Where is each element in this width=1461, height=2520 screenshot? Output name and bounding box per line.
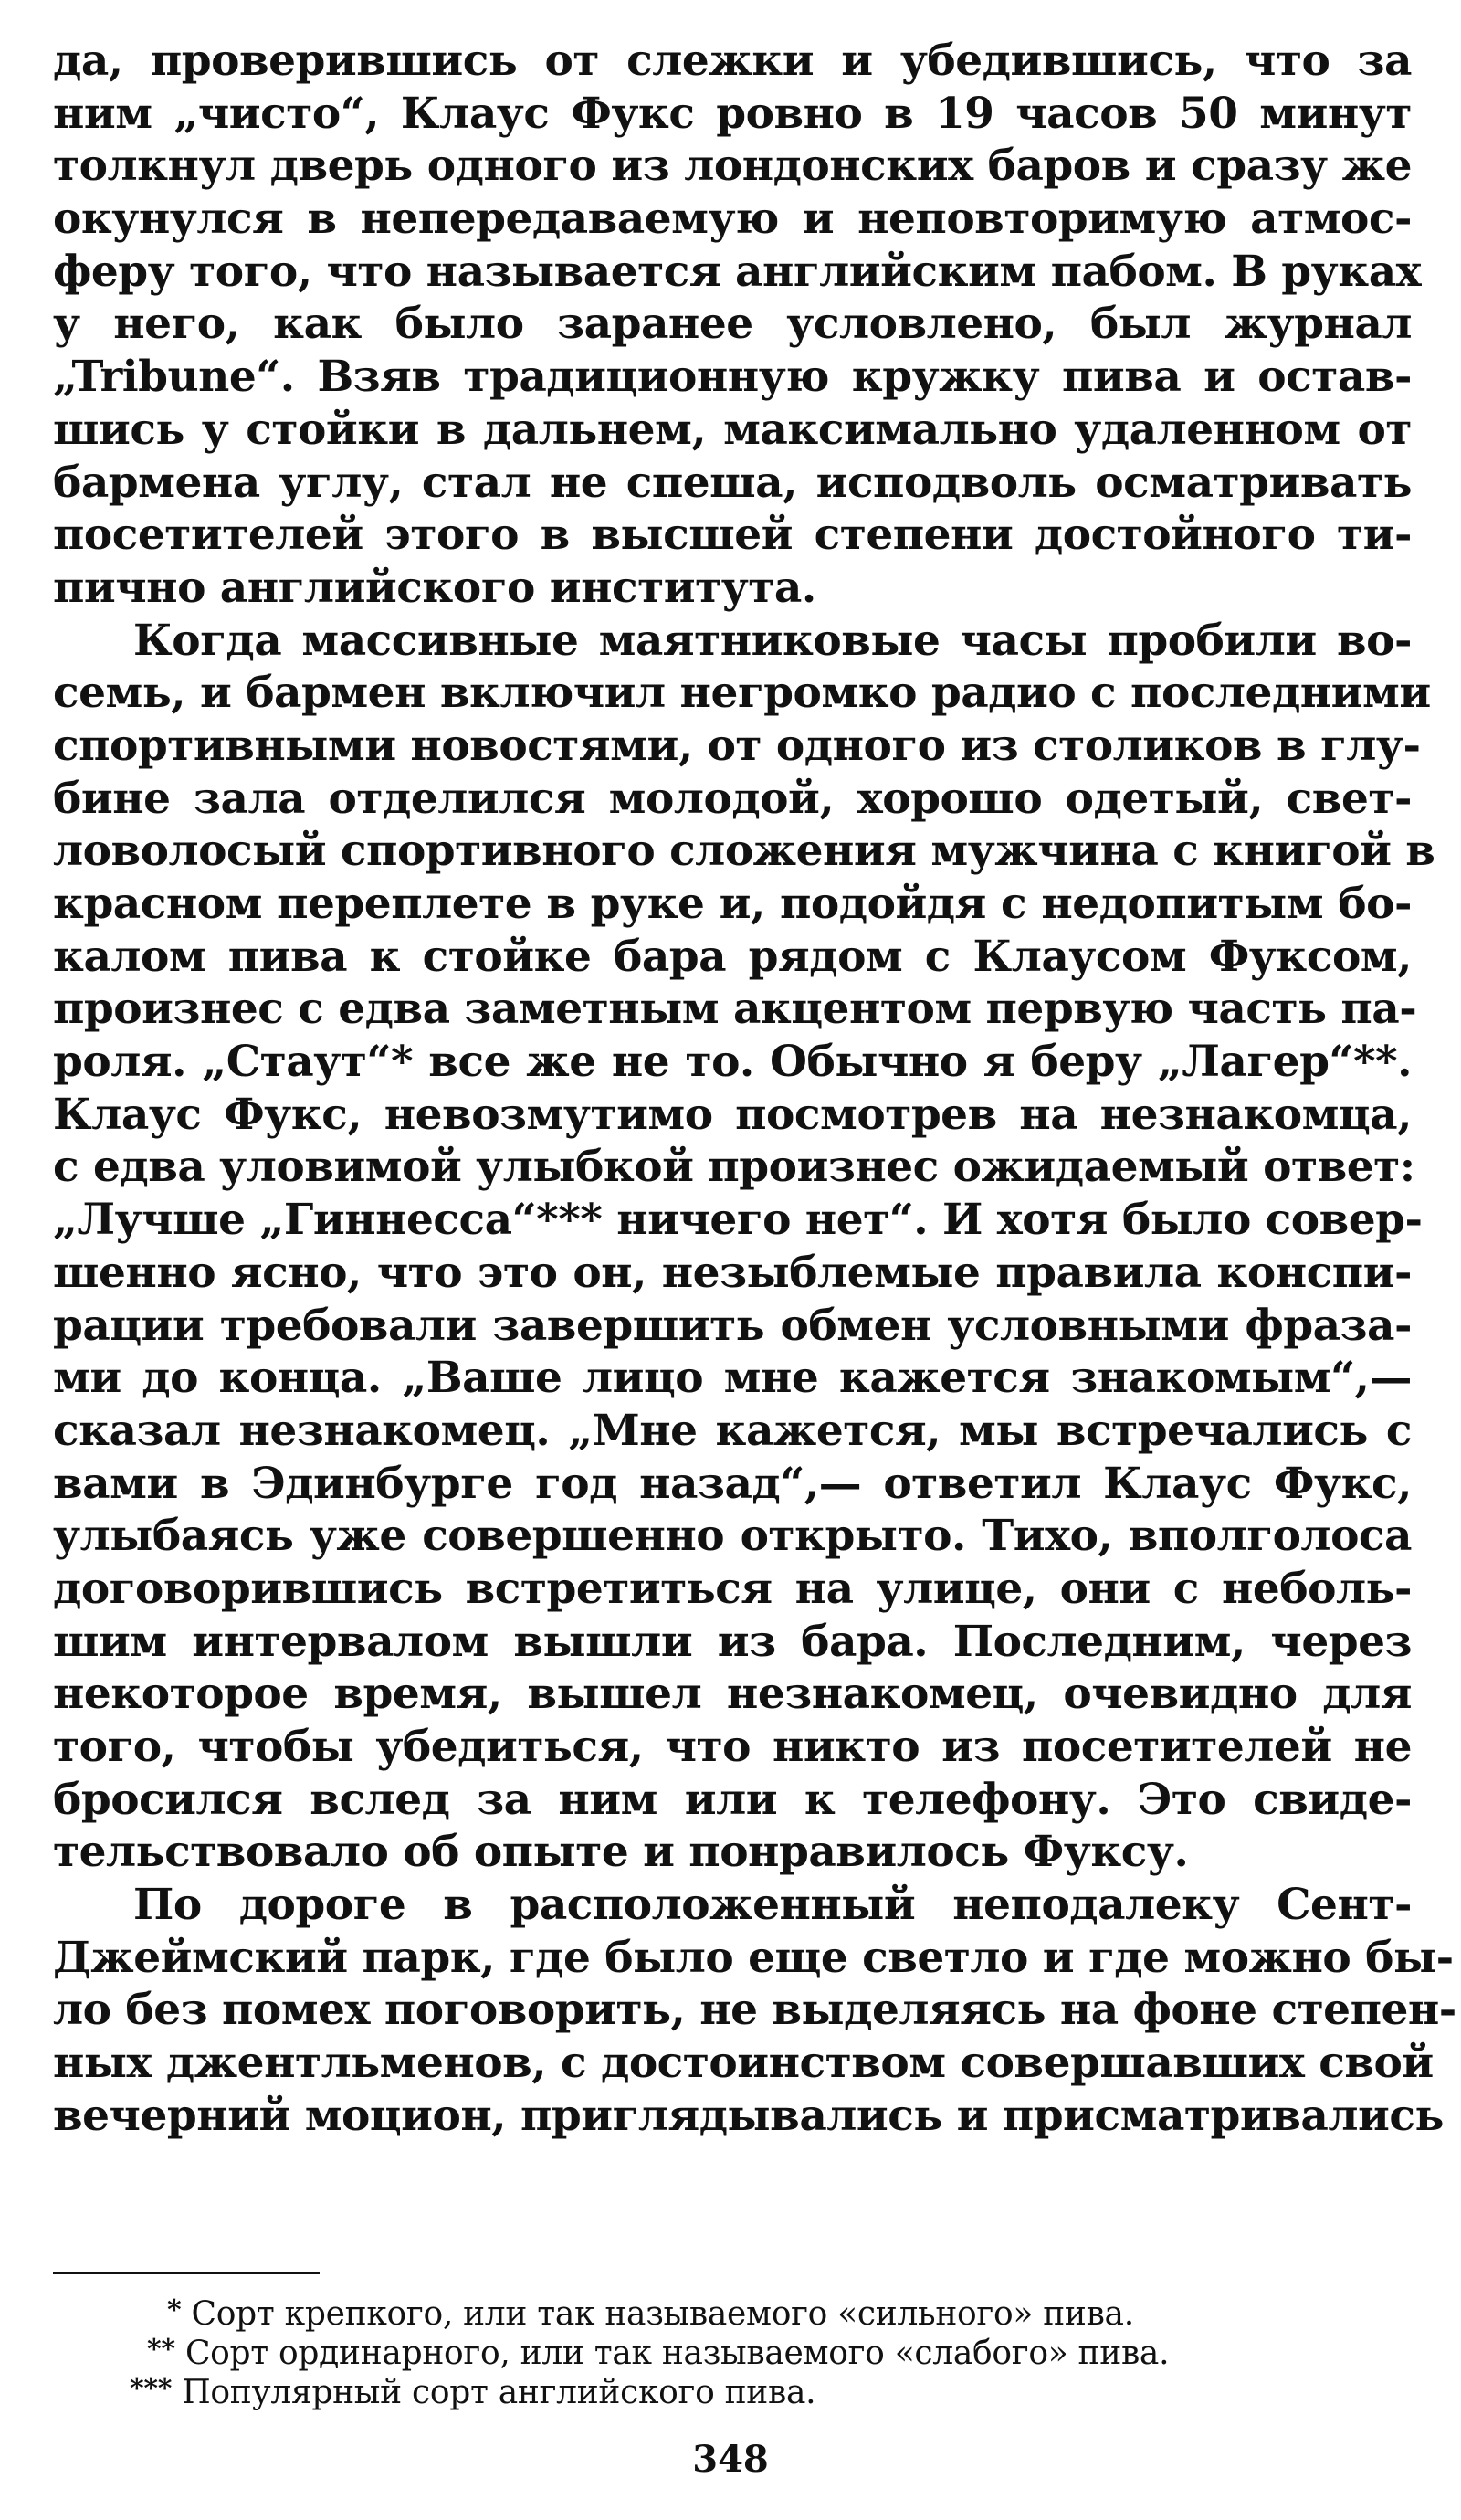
footnote xyxy=(53,2291,1412,2333)
text-line: Когда массивные маятниковые часы пробили во- xyxy=(133,615,1412,666)
text-line: шенно ясно, что это он, незыблемые правила конспи- xyxy=(53,1247,1412,1298)
text-line: договорившись встретиться на улице, они с неболь- xyxy=(53,1563,1412,1614)
text-line: ло без помех поговорить, не выделяясь на фоне степен- xyxy=(53,1985,1456,2036)
text-line: произнес с едва заметным акцентом первую часть па- xyxy=(53,984,1417,1035)
text-line: улыбаясь уже совершенно открыто. Тихо, вполголоса xyxy=(53,1511,1412,1562)
text-line: Клаус Фукс, невозмутимо посмотрев на незнакомца, xyxy=(53,1089,1412,1140)
text-line: бине зала отделился молодой, хорошо одетый, свет- xyxy=(53,773,1412,824)
paragraph-3 xyxy=(53,1879,1456,2142)
text-line: того, чтобы убедиться, что никто из посетителей не xyxy=(53,1722,1412,1772)
footnote-mark: * xyxy=(167,2294,182,2326)
text-line: Джеймский парк, где было еще светло и где можно бы- xyxy=(53,1932,1454,1983)
text-line: бармена углу, стал не спеша, исподволь осматривать xyxy=(53,457,1412,508)
text-line: ных джентльменов, с достоинством совершавших свой xyxy=(53,2038,1434,2089)
footnote-text: Сорт крепкого, или так называемого «сильного» пива. xyxy=(191,2295,1134,2333)
paragraph-1 xyxy=(53,35,1422,615)
text-line: ним „чисто“, Клаус Фукс ровно в 19 часов 50 минут xyxy=(53,88,1412,139)
text-line: у него, как было заранее условлено, был журнал xyxy=(53,299,1412,350)
footnote-mark: ** xyxy=(147,2334,175,2366)
footnote-mark: *** xyxy=(130,2373,173,2405)
text-line: красном переплете в руке и, подойдя с недопитым бо- xyxy=(53,879,1412,929)
text-line: толкнул дверь одного из лондонских баров и сразу же xyxy=(53,141,1412,192)
footnote xyxy=(53,2330,1412,2372)
footnotes xyxy=(53,2291,1412,2409)
text-line: бросился вслед за ним или к телефону. Это свиде- xyxy=(53,1774,1412,1825)
text-line: тельствовало об опыте и понравилось Фуксу. xyxy=(53,1827,1189,1878)
text-line: ловолосый спортивного сложения мужчина с книгой в xyxy=(53,826,1435,877)
text-line: с едва уловимой улыбкой произнес ожидаемый ответ: xyxy=(53,1142,1415,1193)
text-line: По дороге в расположенный неподалеку Сент- xyxy=(133,1880,1412,1931)
text-line: да, проверившись от слежки и убедившись, что за xyxy=(53,36,1412,86)
paragraph-2 xyxy=(53,615,1435,1880)
text-line: спортивными новостями, от одного из столиков в глу- xyxy=(53,720,1421,771)
text-line: ми до конца. „Ваше лицо мне кажется знакомым“,— xyxy=(53,1353,1412,1404)
text-line: вечерний моцион, приглядывались и присматривались xyxy=(53,2090,1444,2141)
main-text xyxy=(53,35,1456,2143)
text-line: роля. „Стаут“* все же не то. Обычно я беру „Лагер“**. xyxy=(53,1037,1412,1088)
text-line: посетителей этого в высшей степени достойного ти- xyxy=(53,510,1412,561)
text-line: некоторое время, вышел незнакомец, очевидно для xyxy=(53,1669,1412,1720)
text-line: феру того, что называется английским пабом. В руках xyxy=(53,246,1422,297)
text-line: „Лучше „Гиннесса“*** ничего нет“. И хотя было совер- xyxy=(53,1195,1423,1246)
text-line: вами в Эдинбурге год назад“,— ответил Клаус Фукс, xyxy=(53,1458,1412,1509)
page-number: 348 xyxy=(692,2438,769,2481)
text-line: калом пива к стойке бара рядом с Клаусом Фуксом, xyxy=(53,931,1412,982)
text-line: „Tribune“. Взяв традиционную кружку пива и остав- xyxy=(53,352,1412,403)
text-line: шись у стойки в дальнем, максимально удаленном от xyxy=(53,404,1412,455)
text-line: шим интервалом вышли из бара. Последним, через xyxy=(53,1616,1412,1667)
footnote xyxy=(53,2369,1412,2409)
text-line: рации требовали завершить обмен условными фраза- xyxy=(53,1300,1412,1351)
text-line: сказал незнакомец. „Мне кажется, мы встречались с xyxy=(53,1405,1412,1456)
text-line: пично английского института. xyxy=(53,562,816,613)
footnote-separator xyxy=(53,2272,320,2274)
text-line: семь, и бармен включил негромко радио с последними xyxy=(53,668,1431,719)
footnote-text: Сорт ординарного, или так называемого «слабого» пива. xyxy=(184,2335,1170,2372)
footnote-text: Популярный сорт английского пива. xyxy=(182,2374,816,2411)
text-line: окунулся в непередаваемую и неповторимую атмос- xyxy=(53,194,1412,245)
